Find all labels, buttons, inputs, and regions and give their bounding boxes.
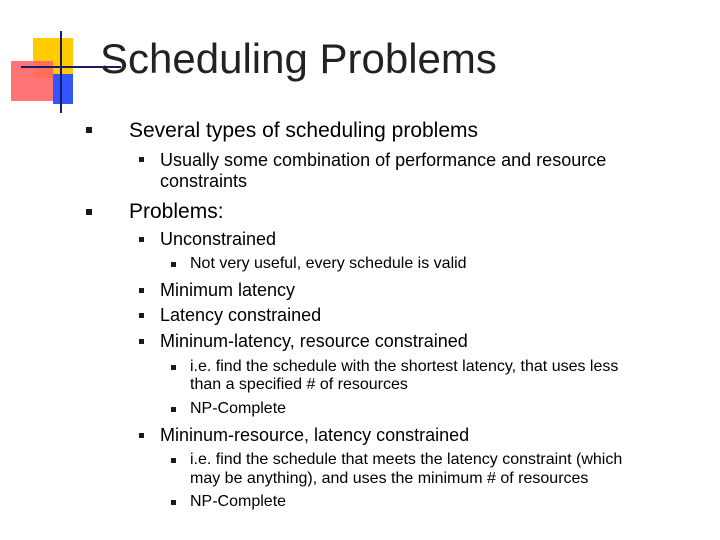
- logo-blue-square: [53, 74, 73, 104]
- slide-title: Scheduling Problems: [100, 35, 497, 82]
- bullet-text: Problems:: [129, 200, 224, 223]
- bullet-text: i.e. find the schedule that meets the latency constraint (which: [190, 451, 623, 468]
- bullet-text: may be anything), and uses the minimum # of resources: [190, 470, 589, 487]
- bullet-text: i.e. find the schedule with the shortest latency, that uses less: [190, 358, 619, 375]
- logo-vertical-line: [60, 31, 62, 113]
- bullet-text: Not very useful, every schedule is valid: [190, 255, 467, 272]
- bullet-text: Unconstrained: [160, 229, 277, 249]
- bullet-text: Mininum-resource, latency constrained: [160, 425, 470, 445]
- bullet-text: NP-Complete: [190, 493, 287, 510]
- bullet-square-icon: [171, 365, 176, 370]
- bullet-text: Mininum-latency, resource constrained: [160, 331, 468, 351]
- bullet-square-icon: [139, 433, 144, 438]
- bullet-text: than a specified # of resources: [190, 376, 408, 393]
- bullet-square-icon: [171, 407, 176, 412]
- bullet-square-icon: [171, 500, 176, 505]
- bullet-square-icon: [86, 127, 92, 133]
- bullet-text: Minimum latency: [160, 280, 296, 300]
- bullet-square-icon: [86, 209, 92, 215]
- bullet-text: Several types of scheduling problems: [129, 119, 479, 142]
- bullet-square-icon: [139, 157, 144, 162]
- bullet-square-icon: [139, 237, 144, 242]
- bullet-square-icon: [139, 339, 144, 344]
- bullet-text: Latency constrained: [160, 305, 322, 325]
- bullet-square-icon: [139, 288, 144, 293]
- bullet-text: NP-Complete: [190, 400, 287, 417]
- bullet-text: constraints: [160, 171, 248, 191]
- bullet-text: Usually some combination of performance and resource: [160, 150, 607, 170]
- bullet-square-icon: [139, 313, 144, 318]
- bullet-square-icon: [171, 262, 176, 267]
- bullet-square-icon: [171, 458, 176, 463]
